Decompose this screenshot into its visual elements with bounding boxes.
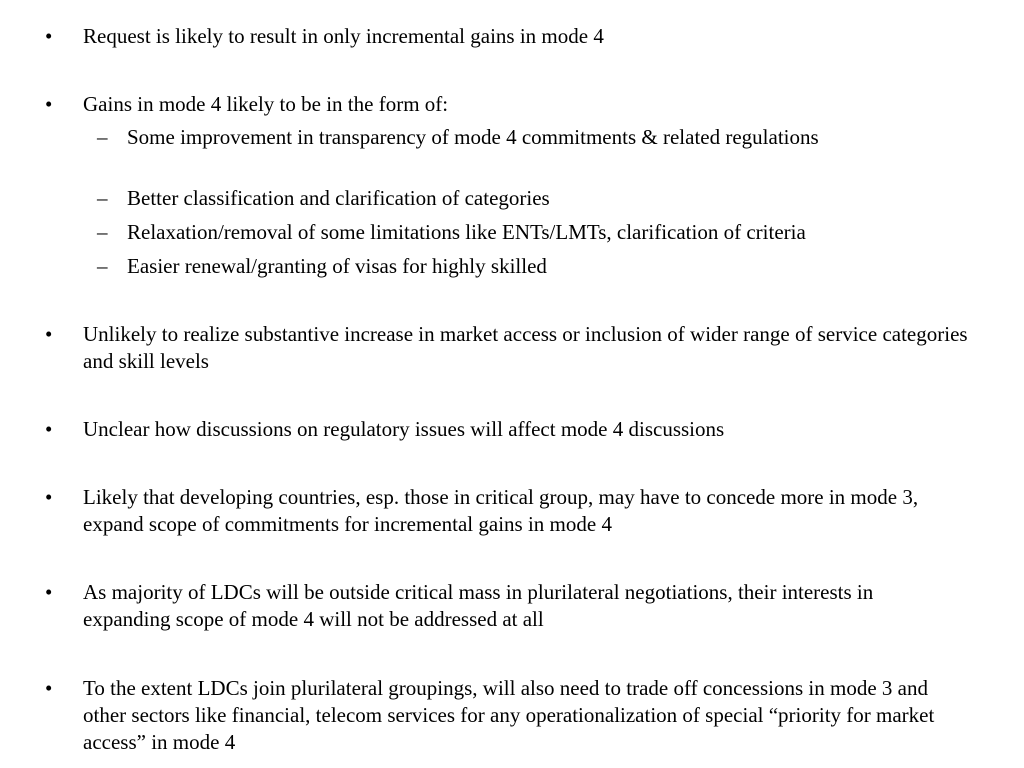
bullet-text: Request is likely to result in only incremental gains in mode 4 bbox=[83, 24, 604, 48]
bullet-marker: • bbox=[45, 676, 53, 700]
bullet-text: Unlikely to realize substantive increase in market access or inclusion of wider range of service categories and skill levels bbox=[83, 322, 968, 373]
sub-bullet-text: Relaxation/removal of some limitations like ENTs/LMTs, clarification of criteria bbox=[127, 220, 806, 244]
bullet-marker: • bbox=[45, 92, 53, 116]
bullet-text: To the extent LDCs join plurilateral groupings, will also need to trade off concessions in mode 3 and other sectors like financial, telecom services for any operationalization of special “priority for market access” in mode 4 bbox=[83, 676, 935, 754]
sub-bullet-text: Better classification and clarification of categories bbox=[127, 186, 550, 210]
sub-bullet-text: Some improvement in transparency of mode 4 commitments & related regulations bbox=[127, 125, 819, 149]
dash-marker: – bbox=[97, 220, 108, 244]
dash-marker: – bbox=[97, 186, 108, 210]
bullet-text: Gains in mode 4 likely to be in the form of: bbox=[83, 92, 449, 116]
sub-bullet-text: Easier renewal/granting of visas for highly skilled bbox=[127, 254, 547, 278]
bullet-marker: • bbox=[45, 322, 53, 346]
bullet-marker: • bbox=[45, 485, 53, 509]
dash-marker: – bbox=[97, 254, 108, 278]
bullet-marker: • bbox=[45, 417, 53, 441]
dash-marker: – bbox=[97, 125, 108, 149]
bullet-marker: • bbox=[45, 24, 53, 48]
bullet-text: Likely that developing countries, esp. those in critical group, may have to concede more in mode 3, expand scope of commitments for incremental gains in mode 4 bbox=[83, 485, 919, 536]
bullet-text: As majority of LDCs will be outside critical mass in plurilateral negotiations, their interests in expanding scope of mode 4 will not be addressed at all bbox=[83, 580, 874, 631]
bullet-marker: • bbox=[45, 580, 53, 604]
bullet-text: Unclear how discussions on regulatory issues will affect mode 4 discussions bbox=[83, 417, 725, 441]
